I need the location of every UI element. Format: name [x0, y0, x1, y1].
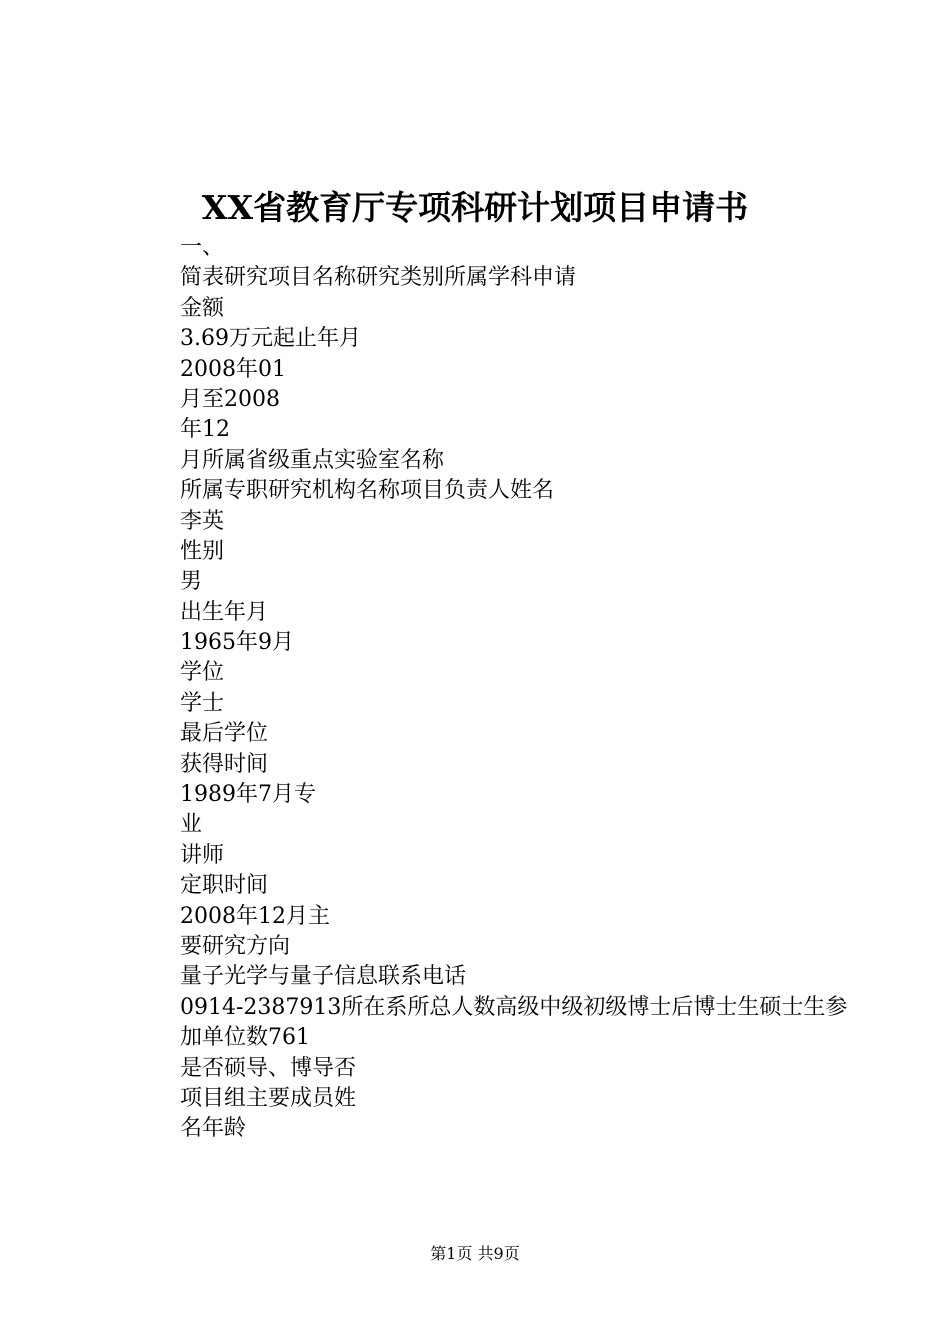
paragraph: 月至2008 [180, 386, 280, 412]
paragraph: 3.69万元起止年月 [180, 326, 361, 352]
paragraph: 加单位数761 [180, 1025, 310, 1051]
paragraph: 金额 [180, 295, 225, 321]
paragraph: 业 [180, 812, 203, 838]
paragraph: 1989年7月专 [180, 782, 316, 808]
paragraph: 一、 [180, 235, 225, 260]
document-body [130, 233, 850, 1145]
paragraph: 2008年12月主 [180, 903, 330, 929]
paragraph: 简表研究项目名称研究类别所属学科申请 [180, 265, 577, 291]
paragraph: 2008年01 [180, 356, 286, 382]
paragraph: 出生年月 [180, 599, 269, 625]
paragraph: 性别 [180, 538, 225, 564]
paragraph: 项目组主要成员姓 [180, 1085, 357, 1111]
paragraph: 名年龄 [180, 1116, 247, 1142]
paragraph: 月所属省级重点实验室名称 [180, 447, 445, 473]
paragraph: 量子光学与量子信息联系电话 [180, 964, 467, 990]
paragraph: 最后学位 [180, 721, 269, 747]
paragraph: 李英 [180, 508, 225, 534]
paragraph: 所属专职研究机构名称项目负责人姓名 [180, 478, 555, 504]
paragraph: 1965年9月 [180, 630, 294, 656]
paragraph: 男 [180, 569, 203, 595]
paragraph: 定职时间 [180, 873, 269, 899]
paragraph: 年12 [180, 417, 230, 443]
paragraph: 是否硕导、博导否 [180, 1055, 357, 1081]
paragraph: 学位 [180, 660, 225, 686]
page-footer: 第1页 共9页 [430, 1244, 520, 1263]
paragraph: 0914-2387913所在系所总人数高级中级初级博士后博士生硕士生参 [180, 994, 848, 1020]
paragraph: 学士 [180, 690, 225, 716]
paragraph: 要研究方向 [180, 933, 291, 959]
paragraph: 获得时间 [180, 751, 269, 777]
document-title: XX省教育厅专项科研计划项目申请书 [201, 188, 749, 227]
paragraph: 讲师 [180, 842, 225, 868]
